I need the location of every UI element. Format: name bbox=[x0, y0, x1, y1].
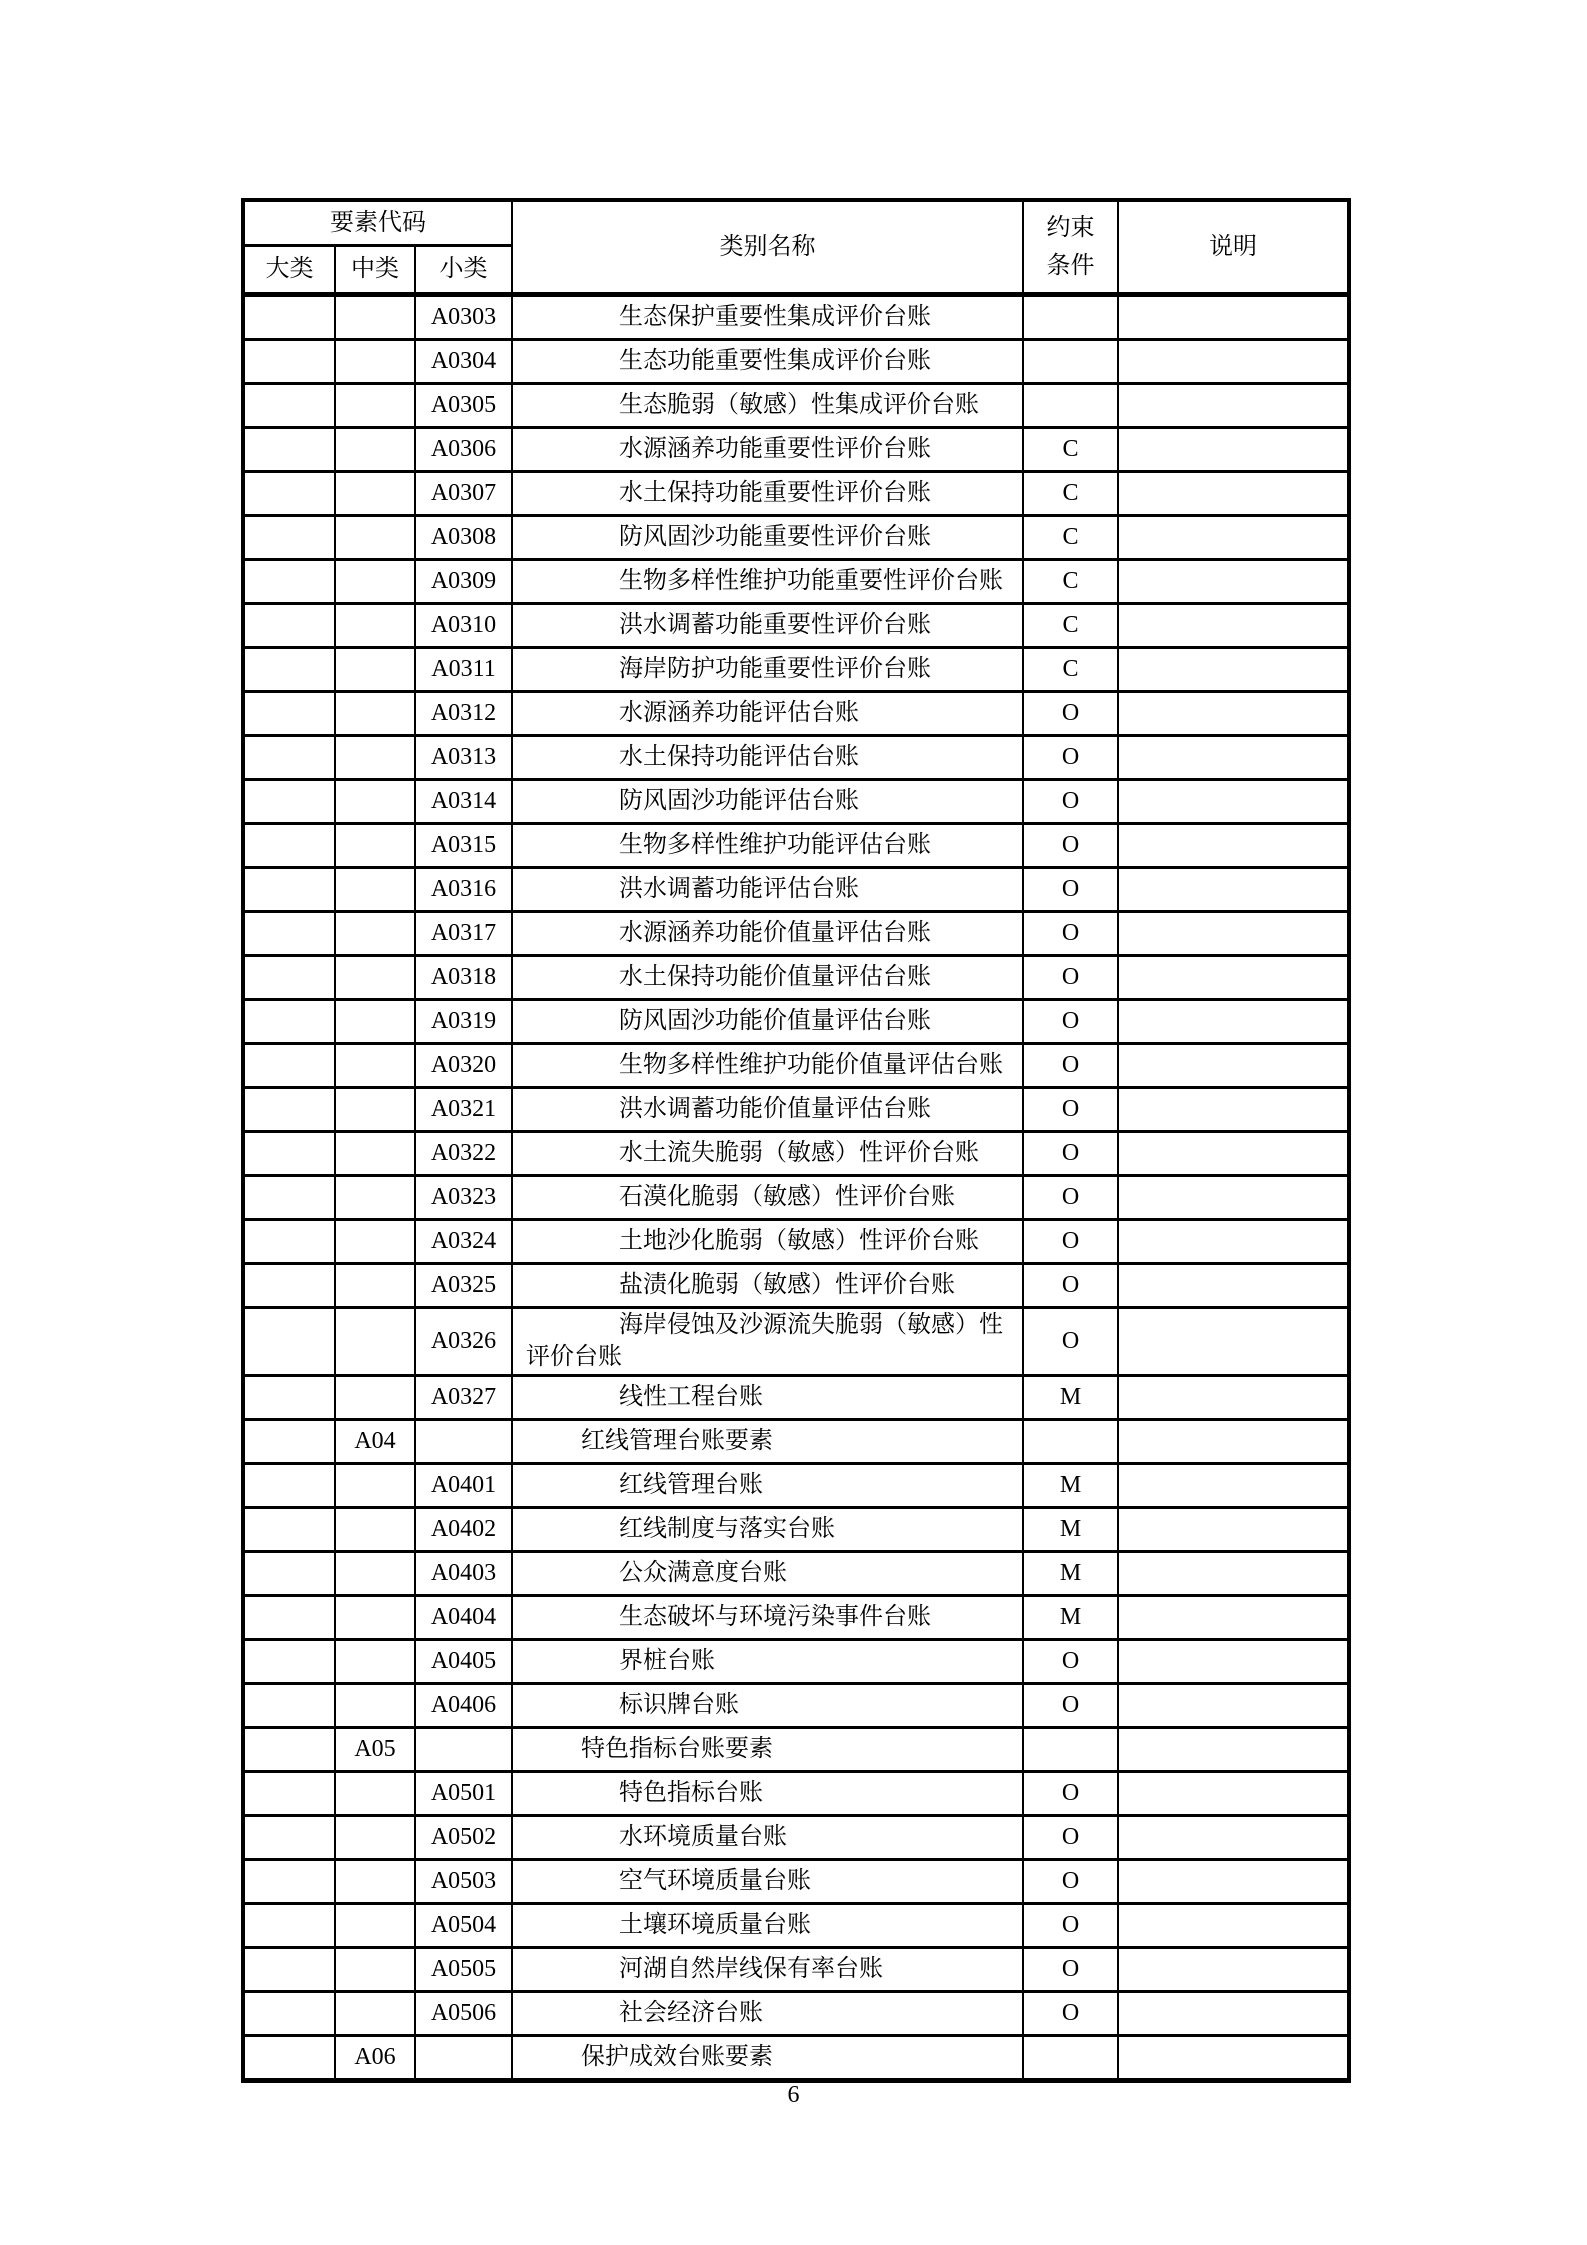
constraint-cell: O bbox=[1023, 1000, 1118, 1044]
middle-code-cell bbox=[335, 1991, 415, 2035]
major-code-cell bbox=[243, 1132, 335, 1176]
major-code-cell bbox=[243, 1903, 335, 1947]
middle-code-cell bbox=[335, 516, 415, 560]
header-minor-class: 小类 bbox=[415, 246, 512, 295]
middle-code-cell bbox=[335, 1264, 415, 1308]
middle-code-cell bbox=[335, 1463, 415, 1507]
constraint-cell: O bbox=[1023, 780, 1118, 824]
minor-code-cell: A0327 bbox=[415, 1375, 512, 1419]
note-cell bbox=[1118, 295, 1349, 340]
table-row bbox=[243, 1859, 1349, 1903]
category-name-cell: 生物多样性维护功能价值量评估台账 bbox=[512, 1044, 1023, 1088]
note-cell bbox=[1118, 560, 1349, 604]
constraint-cell: C bbox=[1023, 516, 1118, 560]
table-row bbox=[243, 1727, 1349, 1771]
middle-code-cell bbox=[335, 472, 415, 516]
table-row bbox=[243, 780, 1349, 824]
category-name-cell: 生物多样性维护功能重要性评价台账 bbox=[512, 560, 1023, 604]
minor-code-cell: A0317 bbox=[415, 912, 512, 956]
middle-code-cell bbox=[335, 736, 415, 780]
category-name-cell: 海岸侵蚀及沙源流失脆弱（敏感）性评价台账 bbox=[512, 1308, 1023, 1376]
note-cell bbox=[1118, 1044, 1349, 1088]
constraint-cell: C bbox=[1023, 472, 1118, 516]
major-code-cell bbox=[243, 1176, 335, 1220]
category-name-cell: 公众满意度台账 bbox=[512, 1551, 1023, 1595]
table-header bbox=[243, 200, 1349, 295]
major-code-cell bbox=[243, 2035, 335, 2080]
table-row bbox=[243, 1375, 1349, 1419]
constraint-cell: O bbox=[1023, 1639, 1118, 1683]
note-cell bbox=[1118, 1176, 1349, 1220]
constraint-cell: M bbox=[1023, 1375, 1118, 1419]
table-row bbox=[243, 1771, 1349, 1815]
category-name-cell: 界桩台账 bbox=[512, 1639, 1023, 1683]
major-code-cell bbox=[243, 1727, 335, 1771]
category-name-cell: 洪水调蓄功能评估台账 bbox=[512, 868, 1023, 912]
constraint-cell bbox=[1023, 340, 1118, 384]
constraint-cell: M bbox=[1023, 1507, 1118, 1551]
category-name-cell: 海岸防护功能重要性评价台账 bbox=[512, 648, 1023, 692]
table-row bbox=[243, 1639, 1349, 1683]
minor-code-cell: A0326 bbox=[415, 1308, 512, 1376]
note-cell bbox=[1118, 1507, 1349, 1551]
middle-code-cell bbox=[335, 824, 415, 868]
header-constraint-line2: 条件 bbox=[1046, 253, 1095, 279]
note-cell bbox=[1118, 1419, 1349, 1463]
middle-code-cell bbox=[335, 1815, 415, 1859]
middle-code-cell bbox=[335, 1044, 415, 1088]
middle-code-cell bbox=[335, 340, 415, 384]
middle-code-cell bbox=[335, 868, 415, 912]
constraint-cell bbox=[1023, 1419, 1118, 1463]
constraint-cell: O bbox=[1023, 1132, 1118, 1176]
table-row bbox=[243, 692, 1349, 736]
middle-code-cell bbox=[335, 1595, 415, 1639]
note-cell bbox=[1118, 1551, 1349, 1595]
constraint-cell: C bbox=[1023, 604, 1118, 648]
table-row bbox=[243, 736, 1349, 780]
minor-code-cell: A0324 bbox=[415, 1220, 512, 1264]
table-row bbox=[243, 516, 1349, 560]
note-cell bbox=[1118, 912, 1349, 956]
constraint-cell: C bbox=[1023, 428, 1118, 472]
middle-code-cell bbox=[335, 1375, 415, 1419]
middle-code-cell bbox=[335, 1132, 415, 1176]
header-row-1 bbox=[243, 200, 1349, 246]
middle-code-cell bbox=[335, 1903, 415, 1947]
table-row bbox=[243, 1220, 1349, 1264]
constraint-cell bbox=[1023, 384, 1118, 428]
constraint-cell: O bbox=[1023, 956, 1118, 1000]
note-cell bbox=[1118, 1859, 1349, 1903]
note-cell bbox=[1118, 1000, 1349, 1044]
minor-code-cell: A0318 bbox=[415, 956, 512, 1000]
minor-code-cell: A0308 bbox=[415, 516, 512, 560]
middle-code-cell: A04 bbox=[335, 1419, 415, 1463]
constraint-cell: O bbox=[1023, 1264, 1118, 1308]
category-name-cell: 保护成效台账要素 bbox=[512, 2035, 1023, 2080]
table-row bbox=[243, 384, 1349, 428]
major-code-cell bbox=[243, 1419, 335, 1463]
category-name-cell: 特色指标台账要素 bbox=[512, 1727, 1023, 1771]
major-code-cell bbox=[243, 1859, 335, 1903]
constraint-cell: O bbox=[1023, 1947, 1118, 1991]
note-cell bbox=[1118, 516, 1349, 560]
table-row bbox=[243, 295, 1349, 340]
major-code-cell bbox=[243, 1683, 335, 1727]
major-code-cell bbox=[243, 1463, 335, 1507]
constraint-cell: O bbox=[1023, 1903, 1118, 1947]
major-code-cell bbox=[243, 560, 335, 604]
table-row bbox=[243, 604, 1349, 648]
category-name-cell: 水源涵养功能重要性评价台账 bbox=[512, 428, 1023, 472]
classification-table bbox=[241, 198, 1351, 2083]
header-constraint-line1: 约束 bbox=[1046, 214, 1095, 241]
middle-code-cell: A05 bbox=[335, 1727, 415, 1771]
category-name-cell: 石漠化脆弱（敏感）性评价台账 bbox=[512, 1176, 1023, 1220]
constraint-cell: O bbox=[1023, 736, 1118, 780]
minor-code-cell: A0316 bbox=[415, 868, 512, 912]
middle-code-cell bbox=[335, 384, 415, 428]
minor-code-cell: A0321 bbox=[415, 1088, 512, 1132]
constraint-cell bbox=[1023, 295, 1118, 340]
minor-code-cell: A0405 bbox=[415, 1639, 512, 1683]
table-row bbox=[243, 648, 1349, 692]
constraint-cell: M bbox=[1023, 1463, 1118, 1507]
table-row bbox=[243, 340, 1349, 384]
category-name-cell: 盐渍化脆弱（敏感）性评价台账 bbox=[512, 1264, 1023, 1308]
middle-code-cell bbox=[335, 912, 415, 956]
header-middle-class: 中类 bbox=[335, 246, 415, 295]
middle-code-cell: A06 bbox=[335, 2035, 415, 2080]
minor-code-cell: A0322 bbox=[415, 1132, 512, 1176]
major-code-cell bbox=[243, 780, 335, 824]
middle-code-cell bbox=[335, 1771, 415, 1815]
middle-code-cell bbox=[335, 1507, 415, 1551]
constraint-cell: O bbox=[1023, 692, 1118, 736]
constraint-cell bbox=[1023, 1727, 1118, 1771]
major-code-cell bbox=[243, 1308, 335, 1376]
major-code-cell bbox=[243, 1991, 335, 2035]
table-row bbox=[243, 1595, 1349, 1639]
category-name-cell: 生态功能重要性集成评价台账 bbox=[512, 340, 1023, 384]
category-name-cell: 空气环境质量台账 bbox=[512, 1859, 1023, 1903]
major-code-cell bbox=[243, 912, 335, 956]
constraint-cell: O bbox=[1023, 1771, 1118, 1815]
note-cell bbox=[1118, 736, 1349, 780]
middle-code-cell bbox=[335, 604, 415, 648]
constraint-cell: C bbox=[1023, 648, 1118, 692]
middle-code-cell bbox=[335, 692, 415, 736]
middle-code-cell bbox=[335, 1000, 415, 1044]
header-major-class: 大类 bbox=[243, 246, 335, 295]
major-code-cell bbox=[243, 1771, 335, 1815]
middle-code-cell bbox=[335, 1639, 415, 1683]
table-row bbox=[243, 1000, 1349, 1044]
minor-code-cell: A0306 bbox=[415, 428, 512, 472]
table-row bbox=[243, 472, 1349, 516]
minor-code-cell: A0312 bbox=[415, 692, 512, 736]
minor-code-cell bbox=[415, 1727, 512, 1771]
major-code-cell bbox=[243, 604, 335, 648]
category-name-cell: 洪水调蓄功能重要性评价台账 bbox=[512, 604, 1023, 648]
category-name-cell: 生物多样性维护功能评估台账 bbox=[512, 824, 1023, 868]
middle-code-cell bbox=[335, 295, 415, 340]
note-cell bbox=[1118, 1727, 1349, 1771]
category-name-cell: 线性工程台账 bbox=[512, 1375, 1023, 1419]
major-code-cell bbox=[243, 868, 335, 912]
category-name-cell: 标识牌台账 bbox=[512, 1683, 1023, 1727]
note-cell bbox=[1118, 1991, 1349, 2035]
middle-code-cell bbox=[335, 1551, 415, 1595]
major-code-cell bbox=[243, 1088, 335, 1132]
minor-code-cell: A0309 bbox=[415, 560, 512, 604]
table-row bbox=[243, 1308, 1349, 1376]
constraint-cell: O bbox=[1023, 1088, 1118, 1132]
table-row bbox=[243, 560, 1349, 604]
table-row bbox=[243, 1683, 1349, 1727]
table-row bbox=[243, 1176, 1349, 1220]
note-cell bbox=[1118, 648, 1349, 692]
category-name-cell: 红线管理台账要素 bbox=[512, 1419, 1023, 1463]
minor-code-cell: A0506 bbox=[415, 1991, 512, 2035]
minor-code-cell: A0303 bbox=[415, 295, 512, 340]
major-code-cell bbox=[243, 1551, 335, 1595]
category-name-cell: 红线管理台账 bbox=[512, 1463, 1023, 1507]
category-name-cell: 水土保持功能评估台账 bbox=[512, 736, 1023, 780]
major-code-cell bbox=[243, 516, 335, 560]
minor-code-cell: A0315 bbox=[415, 824, 512, 868]
constraint-cell: O bbox=[1023, 868, 1118, 912]
constraint-cell: M bbox=[1023, 1551, 1118, 1595]
middle-code-cell bbox=[335, 1088, 415, 1132]
category-name-cell: 土壤环境质量台账 bbox=[512, 1903, 1023, 1947]
major-code-cell bbox=[243, 1264, 335, 1308]
category-name-cell: 土地沙化脆弱（敏感）性评价台账 bbox=[512, 1220, 1023, 1264]
table-row bbox=[243, 1132, 1349, 1176]
major-code-cell bbox=[243, 956, 335, 1000]
note-cell bbox=[1118, 1815, 1349, 1859]
table-row bbox=[243, 1991, 1349, 2035]
minor-code-cell: A0313 bbox=[415, 736, 512, 780]
note-cell bbox=[1118, 2035, 1349, 2080]
constraint-cell: O bbox=[1023, 824, 1118, 868]
header-element-code: 要素代码 bbox=[243, 200, 512, 246]
note-cell bbox=[1118, 472, 1349, 516]
note-cell bbox=[1118, 692, 1349, 736]
header-constraint bbox=[1023, 200, 1118, 295]
middle-code-cell bbox=[335, 1308, 415, 1376]
middle-code-cell bbox=[335, 1220, 415, 1264]
constraint-cell: O bbox=[1023, 1991, 1118, 2035]
category-name-cell: 水源涵养功能价值量评估台账 bbox=[512, 912, 1023, 956]
table-row bbox=[243, 1264, 1349, 1308]
note-cell bbox=[1118, 340, 1349, 384]
major-code-cell bbox=[243, 1815, 335, 1859]
note-cell bbox=[1118, 1947, 1349, 1991]
table-row bbox=[243, 1507, 1349, 1551]
constraint-cell bbox=[1023, 2035, 1118, 2080]
header-note: 说明 bbox=[1118, 200, 1349, 295]
constraint-cell: O bbox=[1023, 1859, 1118, 1903]
note-cell bbox=[1118, 1220, 1349, 1264]
table-row bbox=[243, 1947, 1349, 1991]
major-code-cell bbox=[243, 428, 335, 472]
major-code-cell bbox=[243, 1947, 335, 1991]
note-cell bbox=[1118, 1639, 1349, 1683]
major-code-cell bbox=[243, 1044, 335, 1088]
major-code-cell bbox=[243, 1639, 335, 1683]
major-code-cell bbox=[243, 340, 335, 384]
note-cell bbox=[1118, 780, 1349, 824]
table-row bbox=[243, 824, 1349, 868]
major-code-cell bbox=[243, 1000, 335, 1044]
category-name-cell: 洪水调蓄功能价值量评估台账 bbox=[512, 1088, 1023, 1132]
table-row bbox=[243, 912, 1349, 956]
minor-code-cell: A0310 bbox=[415, 604, 512, 648]
table-row bbox=[243, 868, 1349, 912]
minor-code-cell: A0401 bbox=[415, 1463, 512, 1507]
category-name-cell: 水环境质量台账 bbox=[512, 1815, 1023, 1859]
major-code-cell bbox=[243, 384, 335, 428]
minor-code-cell: A0402 bbox=[415, 1507, 512, 1551]
table-row bbox=[243, 1815, 1349, 1859]
category-name-cell: 河湖自然岸线保有率台账 bbox=[512, 1947, 1023, 1991]
category-name-cell: 水土保持功能价值量评估台账 bbox=[512, 956, 1023, 1000]
middle-code-cell bbox=[335, 780, 415, 824]
minor-code-cell bbox=[415, 1419, 512, 1463]
category-name-cell: 特色指标台账 bbox=[512, 1771, 1023, 1815]
category-name-cell: 红线制度与落实台账 bbox=[512, 1507, 1023, 1551]
note-cell bbox=[1118, 1375, 1349, 1419]
major-code-cell bbox=[243, 1595, 335, 1639]
category-name-cell: 生态破坏与环境污染事件台账 bbox=[512, 1595, 1023, 1639]
minor-code-cell: A0314 bbox=[415, 780, 512, 824]
major-code-cell bbox=[243, 472, 335, 516]
table-row bbox=[243, 1551, 1349, 1595]
table-body bbox=[243, 295, 1349, 2081]
minor-code-cell: A0311 bbox=[415, 648, 512, 692]
note-cell bbox=[1118, 1595, 1349, 1639]
table-row bbox=[243, 1044, 1349, 1088]
constraint-cell: C bbox=[1023, 560, 1118, 604]
major-code-cell bbox=[243, 295, 335, 340]
table-row bbox=[243, 1463, 1349, 1507]
note-cell bbox=[1118, 956, 1349, 1000]
middle-code-cell bbox=[335, 1859, 415, 1903]
major-code-cell bbox=[243, 1375, 335, 1419]
note-cell bbox=[1118, 868, 1349, 912]
table-row bbox=[243, 1088, 1349, 1132]
note-cell bbox=[1118, 1683, 1349, 1727]
major-code-cell bbox=[243, 648, 335, 692]
minor-code-cell: A0503 bbox=[415, 1859, 512, 1903]
minor-code-cell: A0404 bbox=[415, 1595, 512, 1639]
header-category-name: 类别名称 bbox=[512, 200, 1023, 295]
minor-code-cell: A0325 bbox=[415, 1264, 512, 1308]
minor-code-cell: A0504 bbox=[415, 1903, 512, 1947]
middle-code-cell bbox=[335, 648, 415, 692]
constraint-cell: M bbox=[1023, 1595, 1118, 1639]
minor-code-cell: A0305 bbox=[415, 384, 512, 428]
page-number: 6 bbox=[787, 2082, 800, 2108]
major-code-cell bbox=[243, 824, 335, 868]
category-name-cell: 水土保持功能重要性评价台账 bbox=[512, 472, 1023, 516]
middle-code-cell bbox=[335, 956, 415, 1000]
table-row bbox=[243, 956, 1349, 1000]
category-name-cell: 防风固沙功能评估台账 bbox=[512, 780, 1023, 824]
note-cell bbox=[1118, 1903, 1349, 1947]
minor-code-cell: A0502 bbox=[415, 1815, 512, 1859]
minor-code-cell: A0323 bbox=[415, 1176, 512, 1220]
category-name-cell: 防风固沙功能价值量评估台账 bbox=[512, 1000, 1023, 1044]
category-name-cell: 水源涵养功能评估台账 bbox=[512, 692, 1023, 736]
constraint-cell: O bbox=[1023, 1815, 1118, 1859]
minor-code-cell: A0320 bbox=[415, 1044, 512, 1088]
middle-code-cell bbox=[335, 1683, 415, 1727]
note-cell bbox=[1118, 1264, 1349, 1308]
major-code-cell bbox=[243, 736, 335, 780]
minor-code-cell: A0505 bbox=[415, 1947, 512, 1991]
minor-code-cell: A0406 bbox=[415, 1683, 512, 1727]
major-code-cell bbox=[243, 1220, 335, 1264]
middle-code-cell bbox=[335, 560, 415, 604]
category-name-cell: 社会经济台账 bbox=[512, 1991, 1023, 2035]
constraint-cell: O bbox=[1023, 1176, 1118, 1220]
constraint-cell: O bbox=[1023, 1220, 1118, 1264]
minor-code-cell: A0319 bbox=[415, 1000, 512, 1044]
category-name-cell: 生态保护重要性集成评价台账 bbox=[512, 295, 1023, 340]
note-cell bbox=[1118, 1308, 1349, 1376]
middle-code-cell bbox=[335, 1947, 415, 1991]
category-name-cell: 水土流失脆弱（敏感）性评价台账 bbox=[512, 1132, 1023, 1176]
major-code-cell bbox=[243, 692, 335, 736]
constraint-cell: O bbox=[1023, 1308, 1118, 1376]
note-cell bbox=[1118, 1463, 1349, 1507]
category-name-cell: 防风固沙功能重要性评价台账 bbox=[512, 516, 1023, 560]
table-row bbox=[243, 2035, 1349, 2080]
note-cell bbox=[1118, 824, 1349, 868]
minor-code-cell bbox=[415, 2035, 512, 2080]
note-cell bbox=[1118, 428, 1349, 472]
note-cell bbox=[1118, 1771, 1349, 1815]
constraint-cell: O bbox=[1023, 1044, 1118, 1088]
middle-code-cell bbox=[335, 428, 415, 472]
minor-code-cell: A0307 bbox=[415, 472, 512, 516]
constraint-cell: O bbox=[1023, 1683, 1118, 1727]
minor-code-cell: A0403 bbox=[415, 1551, 512, 1595]
table-row bbox=[243, 1419, 1349, 1463]
minor-code-cell: A0501 bbox=[415, 1771, 512, 1815]
category-name-cell: 生态脆弱（敏感）性集成评价台账 bbox=[512, 384, 1023, 428]
note-cell bbox=[1118, 1132, 1349, 1176]
table-row bbox=[243, 428, 1349, 472]
middle-code-cell bbox=[335, 1176, 415, 1220]
table-row bbox=[243, 1903, 1349, 1947]
constraint-cell: O bbox=[1023, 912, 1118, 956]
major-code-cell bbox=[243, 1507, 335, 1551]
minor-code-cell: A0304 bbox=[415, 340, 512, 384]
note-cell bbox=[1118, 384, 1349, 428]
note-cell bbox=[1118, 1088, 1349, 1132]
note-cell bbox=[1118, 604, 1349, 648]
